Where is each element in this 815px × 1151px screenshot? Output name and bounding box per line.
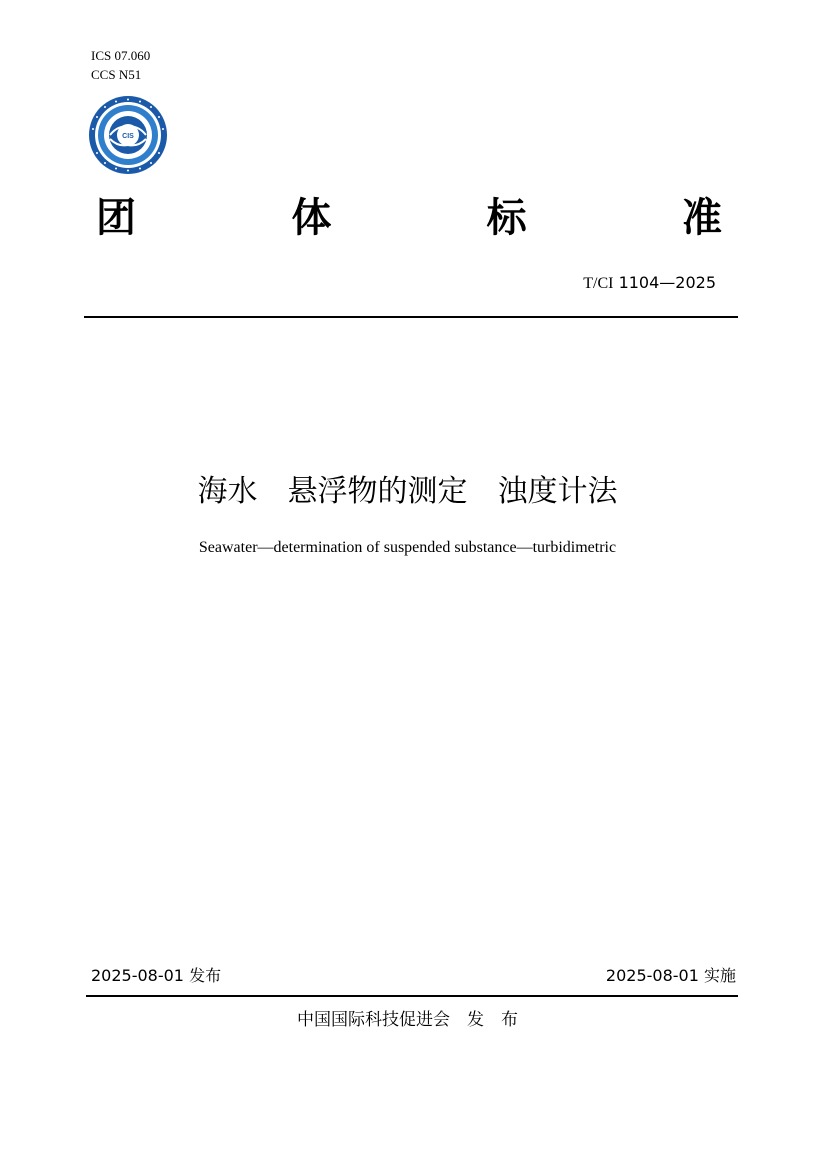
chinese-title: 海水 悬浮物的测定 浊度计法 [197, 474, 618, 509]
ics-code: ICS 07.060 [91, 48, 151, 63]
standard-type-char: 准 [681, 195, 722, 241]
standard-number [583, 272, 716, 295]
publish-date: 2025-08-01 发布 [91, 966, 222, 985]
standard-number-value: 1104—2025 [618, 273, 716, 292]
publisher: 中国国际科技促进会 发 布 [297, 1010, 518, 1030]
bottom-divider [86, 995, 738, 997]
implement-date: 2025-08-01 实施 [605, 966, 736, 985]
ccs-code: CCS N51 [91, 67, 142, 82]
standard-type-char: 团 [96, 195, 136, 241]
english-title: Seawater—determination of suspended substance—turbidimetric [198, 539, 617, 556]
standard-type-heading [96, 190, 722, 246]
standard-number-prefix: T/CI [583, 275, 614, 292]
organization-logo [88, 95, 168, 175]
standard-type-char: 标 [486, 195, 527, 241]
standard-type-char: 体 [291, 195, 332, 241]
top-divider [84, 316, 738, 318]
logo-text: CIS [122, 133, 134, 140]
